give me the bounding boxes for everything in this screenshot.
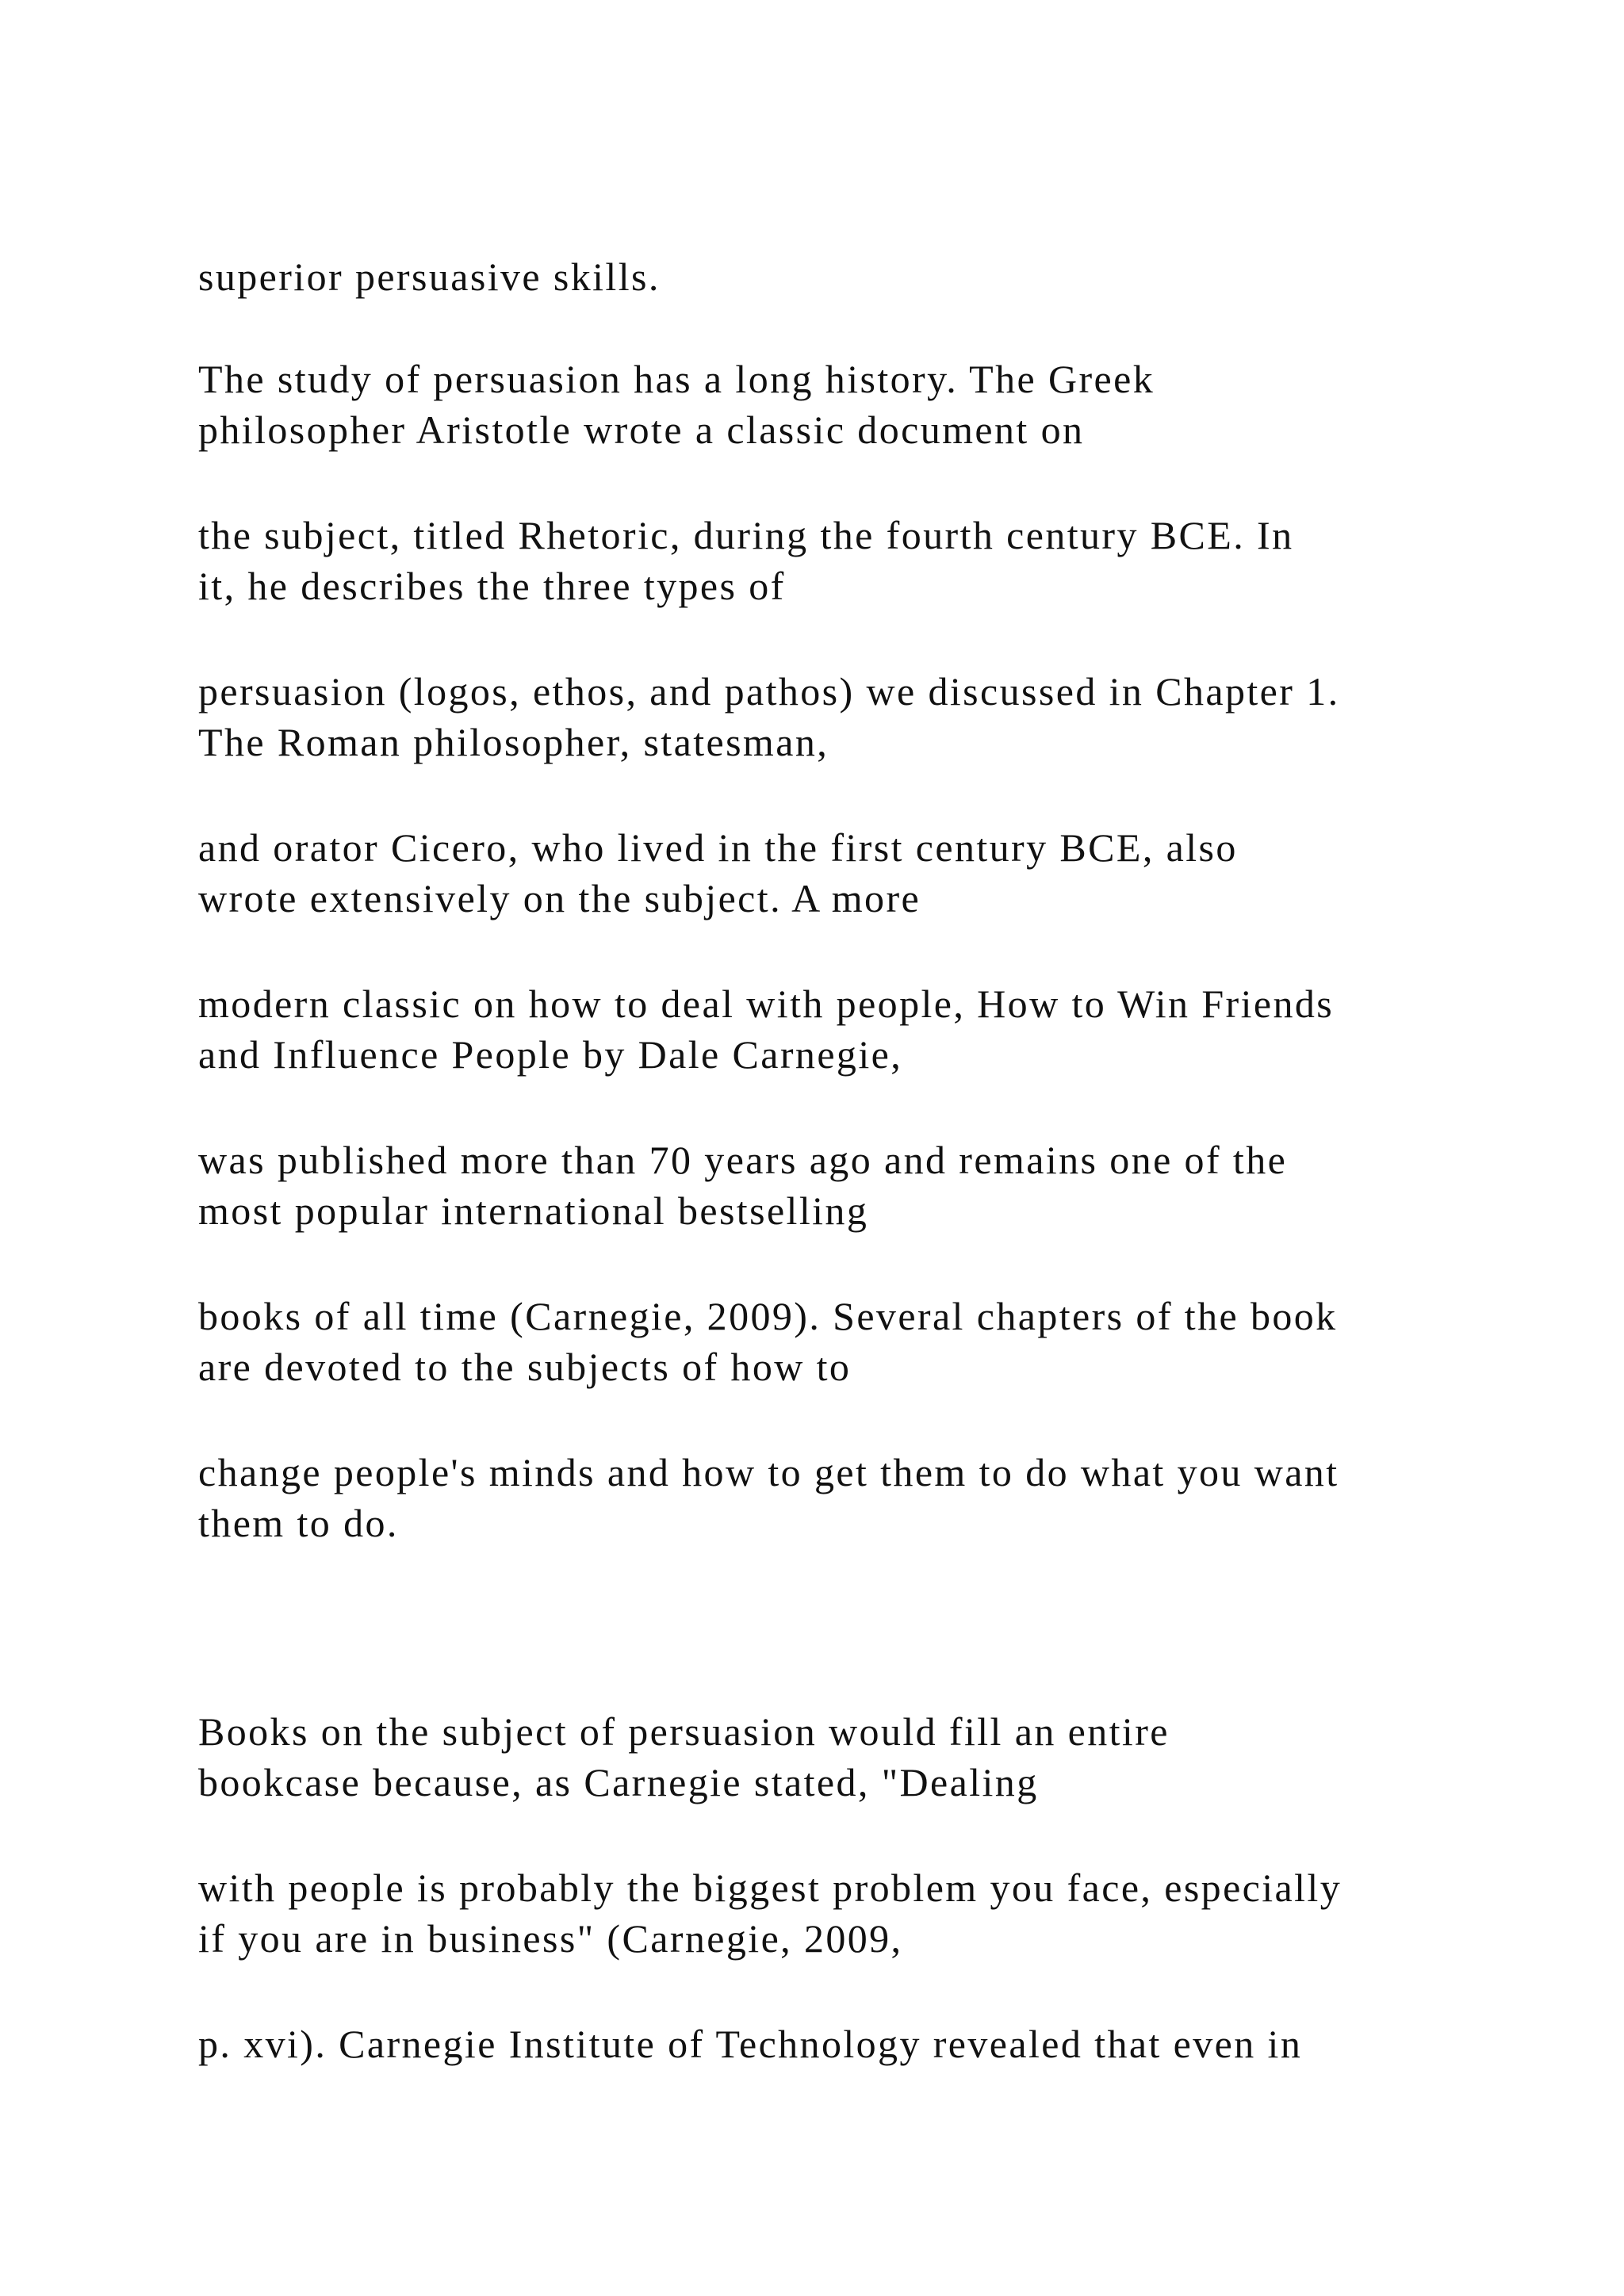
text-line: modern classic on how to deal with people, How to Win Friends xyxy=(198,982,1335,1026)
text-line: are devoted to the subjects of how to xyxy=(198,1345,852,1389)
text-line: wrote extensively on the subject. A more xyxy=(198,876,921,920)
text-line: p. xvi). Carnegie Institute of Technology revealed that even in xyxy=(198,2022,1303,2066)
text-line: it, he describes the three types of xyxy=(198,564,786,608)
text-line: change people's minds and how to get them to do what you want xyxy=(198,1450,1339,1494)
text-line: bookcase because, as Carnegie stated, "Dealing xyxy=(198,1760,1039,1804)
text-line: books of all time (Carnegie, 2009). Several chapters of the book xyxy=(198,1294,1338,1338)
text-line: most popular international bestselling xyxy=(198,1188,869,1233)
text-line: and orator Cicero, who lived in the first century BCE, also xyxy=(198,825,1238,870)
text-line: them to do. xyxy=(198,1501,399,1545)
text-line: superior persuasive skills. xyxy=(198,254,661,299)
text-line: with people is probably the biggest problem you face, especially xyxy=(198,1866,1342,1910)
text-line: if you are in business" (Carnegie, 2009, xyxy=(198,1916,903,1961)
text-line: Books on the subject of persuasion would fill an entire xyxy=(198,1709,1170,1754)
text-line: philosopher Aristotle wrote a classic document on xyxy=(198,408,1085,452)
text-line: persuasion (logos, ethos, and pathos) we discussed in Chapter 1. xyxy=(198,669,1340,714)
text-line: and Influence People by Dale Carnegie, xyxy=(198,1032,903,1077)
text-line: The Roman philosopher, statesman, xyxy=(198,720,829,764)
text-line: the subject, titled Rhetoric, during the fourth century BCE. In xyxy=(198,513,1294,557)
text-line: was published more than 70 years ago and remains one of the xyxy=(198,1138,1288,1182)
text-line: The study of persuasion has a long history. The Greek xyxy=(198,357,1155,401)
